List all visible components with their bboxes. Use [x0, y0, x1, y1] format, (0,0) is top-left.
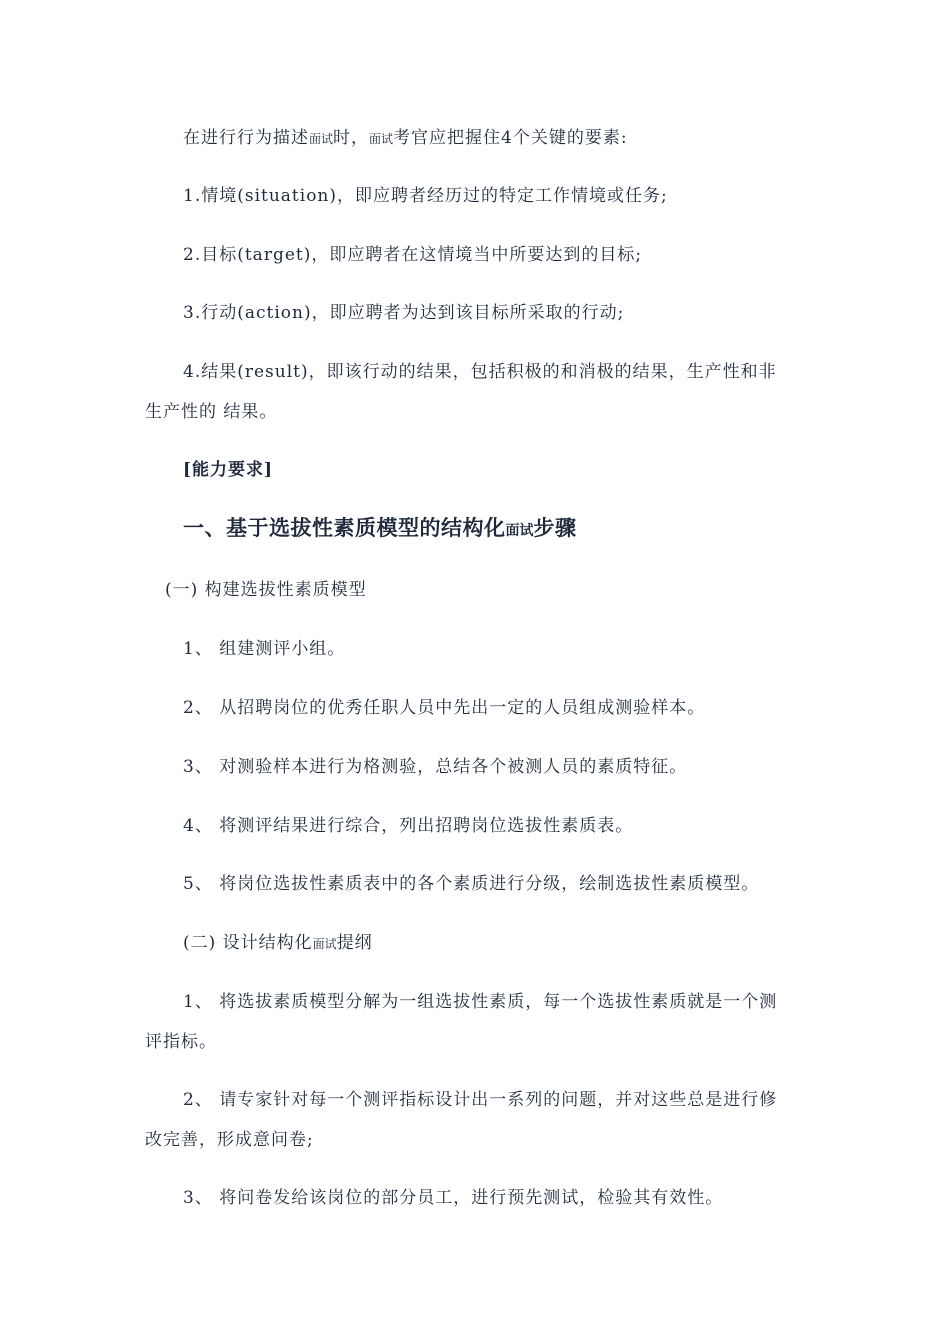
sub2-step-2-line1: 2、 请专家针对每一个测评指标设计出一系列的问题，并对这些总是进行修 — [183, 1090, 778, 1110]
section-title-small: 面试 — [505, 523, 534, 539]
element-situation: 1.情境(situation)，即应聘者经历过的特定工作情境或任务; — [183, 186, 668, 206]
element-action: 3.行动(action)，即应聘者为达到该目标所采取的行动; — [183, 303, 625, 323]
sub1-step-1: 1、 组建测评小组。 — [183, 639, 346, 659]
sub2-step-3: 3、 将问卷发给该岗位的部分员工，进行预先测试，检验其有效性。 — [183, 1188, 724, 1208]
intro-small-2: 面试 — [369, 132, 394, 146]
intro-text-2: 时， — [333, 128, 370, 148]
ability-heading: [能力要求] — [183, 460, 274, 480]
intro-text-3: 考官应把握住4个关键的要素: — [393, 128, 628, 148]
subsection-2-title — [183, 932, 373, 955]
sub2-step-2-line2: 改完善，形成意问卷; — [145, 1130, 314, 1150]
sub2-step-1-line1: 1、 将选拔素质模型分解为一组选拔性素质，每一个选拔性素质就是一个测 — [183, 992, 778, 1012]
sub2-title-text-1: (二) 设计结构化 — [183, 933, 313, 953]
sub1-step-4: 4、 将测评结果进行综合，列出招聘岗位选拔性素质表。 — [183, 816, 634, 836]
sub1-step-3: 3、 对测验样本进行为格测验，总结各个被测人员的素质特征。 — [183, 757, 688, 777]
sub2-title-text-2: 提纲 — [336, 933, 373, 953]
element-target: 2.目标(target)，即应聘者在这情境当中所要达到的目标; — [183, 245, 643, 265]
subsection-1-title: (一) 构建选拔性素质模型 — [165, 580, 367, 600]
sub1-step-2: 2、 从招聘岗位的优秀任职人员中先出一定的人员组成测验样本。 — [183, 698, 706, 718]
element-result-line1: 4.结果(result)，即该行动的结果，包括积极的和消极的结果，生产性和非 — [183, 362, 777, 382]
section-title-text-2: 步骤 — [533, 516, 577, 540]
intro-text-1: 在进行行为描述 — [183, 128, 309, 148]
intro-small-1: 面试 — [309, 132, 334, 146]
intro-paragraph — [183, 127, 628, 150]
sub2-step-1-line2: 评指标。 — [145, 1032, 217, 1052]
section-title — [183, 517, 577, 542]
section-title-text-1: 一、基于选拔性素质模型的结构化 — [183, 516, 506, 540]
sub2-title-small: 面试 — [312, 937, 337, 951]
element-result-line2: 生产性的 结果。 — [145, 402, 278, 422]
sub1-step-5: 5、 将岗位选拔性素质表中的各个素质进行分级，绘制选拔性素质模型。 — [183, 874, 760, 894]
